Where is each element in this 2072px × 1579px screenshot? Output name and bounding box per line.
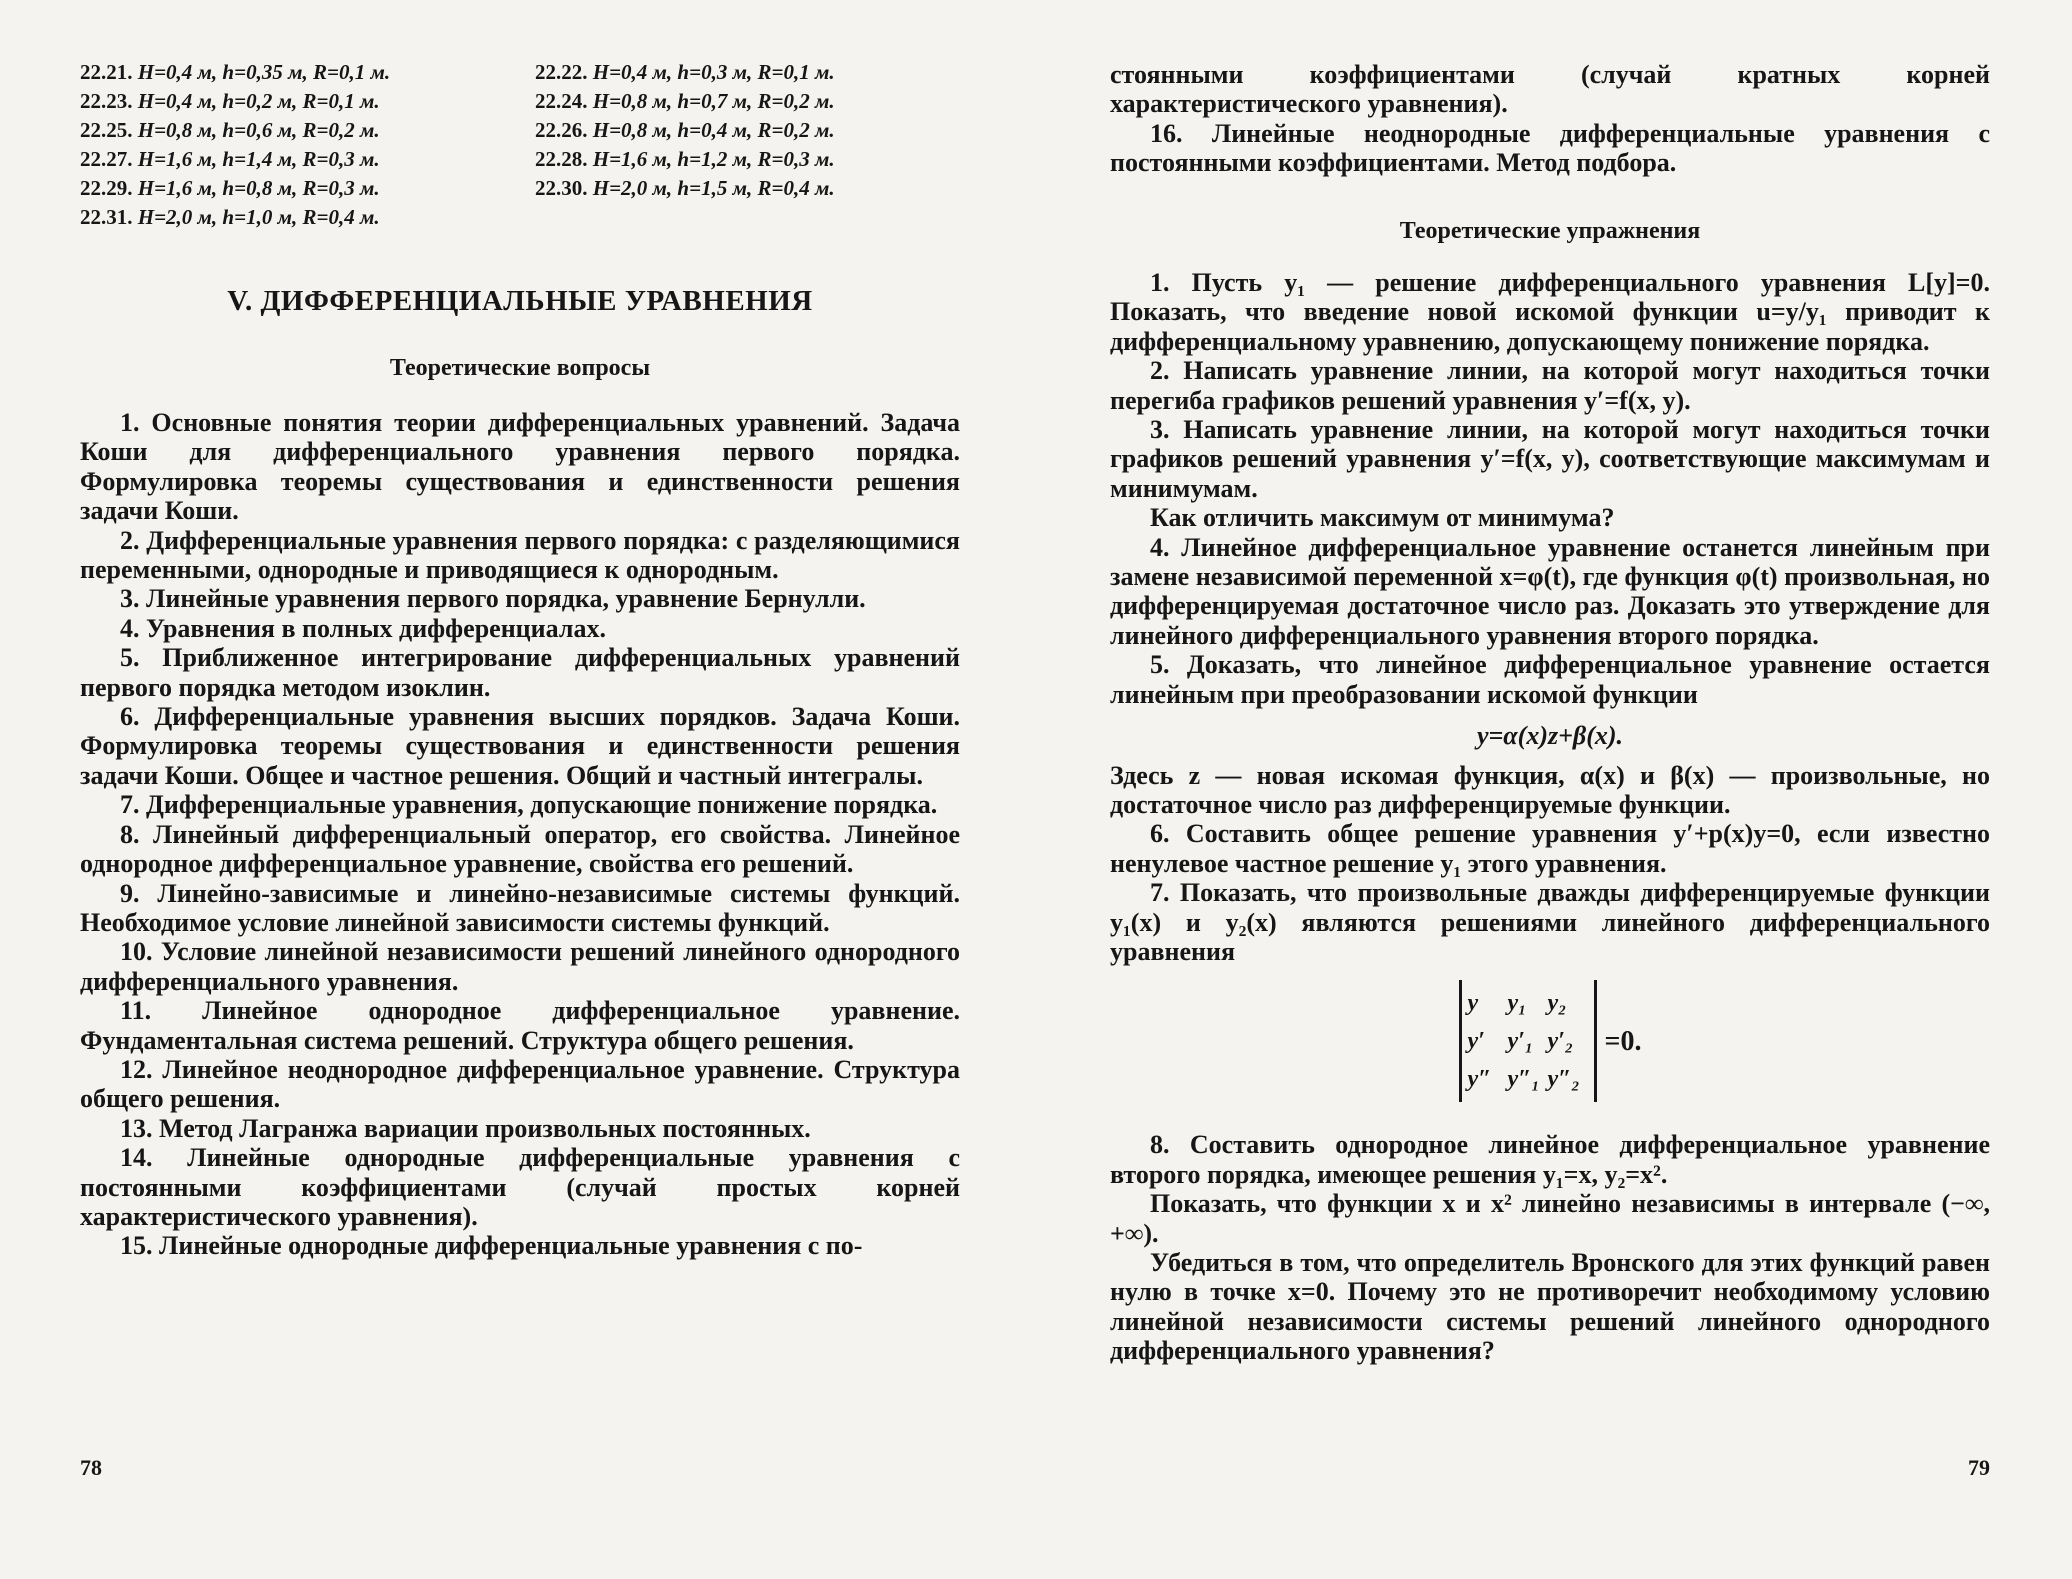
det-cell: y [1467, 990, 1479, 1017]
exercise-item: 2. Написать уравнение линии, на которой могут находиться точки перегиба графиков решений уравнения y′=f(x, y). [1110, 356, 1990, 415]
answer-item: 22.26. H=0,8 м, h=0,4 м, R=0,2 м. [535, 118, 835, 142]
exercise-item: 4. Линейное дифференциальное уравнение останется линейным при замене независимой переменной x=φ(t), где функция φ(t) произвольная, но дифференцируемая достаточное число раз. Доказать это утверждение для линейного дифференциального уравнения второго порядка. [1110, 532, 1990, 650]
answer-item: 22.25. H=0,8 м, h=0,6 м, R=0,2 м. [80, 118, 380, 142]
answer-item: 22.22. H=0,4 м, h=0,3 м, R=0,1 м. [535, 60, 835, 84]
determinant [1459, 980, 1597, 1102]
question-item: 15. Линейные однородные дифференциальные уравнения с по- [120, 1231, 863, 1261]
answer-item: 22.31. H=2,0 м, h=1,0 м, R=0,4 м. [80, 205, 380, 229]
question-item: 14. Линейные однородные дифференциальные уравнения с постоянными коэффициентами (случай простых корней характеристического уравнения). [80, 1143, 960, 1231]
question-item: 7. Дифференциальные уравнения, допускающие понижение порядка. [120, 790, 938, 820]
det-cell: y″ [1467, 1066, 1492, 1093]
exercise-item: 5. Доказать, что линейное дифференциальное уравнение остается линейным при преобразовании искомой функции [1110, 650, 1990, 709]
question-item: 13. Метод Лагранжа вариации произвольных постоянных. [120, 1113, 811, 1143]
answer-item: 22.30. H=2,0 м, h=1,5 м, R=0,4 м. [535, 176, 835, 200]
question-item: 3. Линейные уравнения первого порядка, уравнение Бернулли. [120, 584, 866, 614]
question-item: 1. Основные понятия теории дифференциальных уравнений. Задача Коши для дифференциального уравнения первого порядка. Формулировка теоремы существования и единственности решения задачи Коши. [80, 408, 960, 526]
question-item: 6. Дифференциальные уравнения высших порядков. Задача Коши. Формулировка теоремы существования и единственности решения задачи Коши. Общее и частное решения. Общий и частный интегралы. [80, 702, 960, 790]
answer-item: 22.24. H=0,8 м, h=0,7 м, R=0,2 м. [535, 89, 835, 113]
det-cell: y″₂ [1547, 1066, 1580, 1093]
question-item: 4. Уравнения в полных дифференциалах. [120, 613, 606, 643]
exercise-item: 1. Пусть y₁ — решение дифференциального уравнения L[y]=0. Показать, что введение новой искомой функции u=y/y₁ приводит к дифференциальному уравнению, допускающему понижение порядка. [1110, 268, 1990, 356]
continuation-text: стоянными коэффициентами (случай кратных корней характеристического уравнения). [1110, 60, 1990, 119]
question-item: 5. Приближенное интегрирование дифференциальных уравнений первого порядка методом изоклин. [80, 643, 960, 702]
left-page [80, 0, 960, 1579]
right-page [1110, 0, 1990, 1579]
exercise-item: 3. Написать уравнение линии, на которой могут находиться точки графиков решений уравнения y′=f(x, y), соответствующие максимумам и минимумам. [1110, 415, 1990, 503]
page-number: 78 [80, 1455, 102, 1480]
question-item: 12. Линейное неоднородное дифференциальное уравнение. Структура общего решения. [80, 1054, 960, 1114]
det-cell: y₂ [1547, 990, 1567, 1017]
question-item: 10. Условие линейной независимости решений линейного однородного дифференциального уравнения. [80, 937, 960, 996]
right-top-text [1110, 60, 1990, 178]
exercise-note: Здесь z — новая искомая функция, α(x) и β(x) — произвольные, но достаточное число раз дифференцируемые функции. [1110, 760, 1990, 819]
questions-list [80, 408, 960, 1261]
det-cell: y′₂ [1547, 1028, 1574, 1055]
formula: y=α(x)z+β(x). [1476, 721, 1624, 751]
answer-item: 22.29. H=1,6 м, h=0,8 м, R=0,3 м. [80, 176, 380, 200]
det-cell: y′₁ [1507, 1028, 1534, 1055]
question-item: 8. Линейный дифференциальный оператор, его свойства. Линейное однородное дифференциальное уравнение, свойства его решений. [80, 819, 960, 879]
exercise-item: 7. Показать, что произвольные дважды дифференцируемые функции y₁(x) и y₂(x) являются решениями линейного дифференциального уравнения [1110, 878, 1990, 966]
answer-item: 22.27. H=1,6 м, h=1,4 м, R=0,3 м. [80, 147, 380, 171]
answer-item: 22.28. H=1,6 м, h=1,2 м, R=0,3 м. [535, 147, 835, 171]
exercise-item: 6. Составить общее решение уравнения y′+p(x)y=0, если известно ненулевое частное решение y₁ этого уравнения. [1110, 819, 1990, 878]
det-equals: =0. [1604, 1025, 1642, 1057]
exercise-item: Как отличить максимум от минимума? [1150, 503, 1615, 533]
chapter-title: V. ДИФФЕРЕНЦИАЛЬНЫЕ УРАВНЕНИЯ [227, 285, 813, 317]
det-cell: y″₁ [1507, 1066, 1540, 1093]
determinant-equation [1110, 980, 1990, 1102]
answer-item: 22.23. H=0,4 м, h=0,2 м, R=0,1 м. [80, 89, 380, 113]
section-title: Теоретические вопросы [389, 355, 651, 381]
det-cell: y′ [1467, 1028, 1485, 1055]
exercises-list [1110, 268, 1990, 1366]
answer-item: 22.21. H=0,4 м, h=0,35 м, R=0,1 м. [80, 60, 391, 84]
exercise-item: Показать, что функции x и x² линейно независимы в интервале (−∞, +∞). [1110, 1189, 1990, 1248]
question-item: 9. Линейно-зависимые и линейно-независимые системы функций. Необходимое условие линейной зависимости системы функций. [80, 878, 960, 937]
exercise-item: Убедиться в том, что определитель Вронского для этих функций равен нулю в точке x=0. Почему это не противоречит необходимому условию линейной независимости системы решений линейного однородного дифференциального уравнения? [1110, 1247, 1990, 1366]
question-item: 16. Линейные неоднородные дифференциальные уравнения с постоянными коэффициентами. Метод подбора. [1110, 118, 1990, 178]
exercise-item: 8. Составить однородное линейное дифференциальное уравнение второго порядка, имеющее решения y₁=x, y₂=x². [1110, 1130, 1990, 1189]
section-title: Теоретические упражнения [1399, 218, 1701, 244]
question-item: 11. Линейное однородное дифференциальное уравнение. Фундаментальная система решений. Структура общего решения. [80, 996, 960, 1055]
page-number: 79 [1968, 1455, 1990, 1480]
det-cell: y₁ [1507, 990, 1527, 1017]
question-item: 2. Дифференциальные уравнения первого порядка: с разделяющимися переменными, однородные и приводящиеся к однородным. [80, 525, 960, 585]
